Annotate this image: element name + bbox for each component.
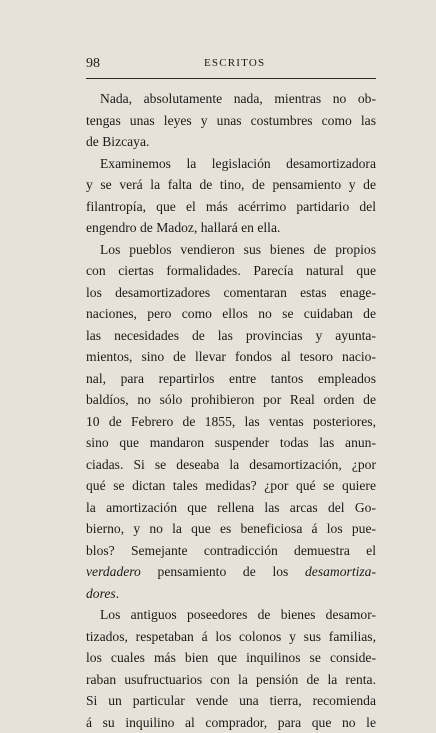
text-segment: bierno, y no la que es beneficiosa á los pue- xyxy=(86,521,376,536)
text-line xyxy=(86,131,376,153)
text-line xyxy=(86,604,376,626)
text-segment: tizados, respetaban á los colonos y sus familias, xyxy=(86,629,376,644)
text-line xyxy=(86,153,376,175)
italic-text: desamortiza- xyxy=(305,564,376,579)
header-rule xyxy=(86,78,376,79)
page-number: 98 xyxy=(86,56,100,72)
text-segment: Los antiguos poseedores de bienes desamor- xyxy=(100,607,376,622)
text-line xyxy=(86,712,376,733)
text-segment: engendro de Madoz, hallará en ella. xyxy=(86,220,280,235)
text-line xyxy=(86,110,376,132)
text-line xyxy=(86,561,376,583)
text-line xyxy=(86,217,376,239)
text-segment: qué se dictan tales medidas? ¿por qué se quiere xyxy=(86,478,376,493)
text-line xyxy=(86,282,376,304)
text-segment: Los pueblos vendieron sus bienes de propios xyxy=(100,242,376,257)
text-line xyxy=(86,88,376,110)
text-line xyxy=(86,260,376,282)
italic-text: dores xyxy=(86,586,116,601)
text-segment: los cuales más bien que inquilinos se conside- xyxy=(86,650,376,665)
text-line xyxy=(86,389,376,411)
text-segment: á su inquilino al comprador, para que no le xyxy=(86,715,376,730)
text-segment: ciadas. Si se deseaba la desamortización, ¿por xyxy=(86,457,376,472)
text-segment: la amortización que rellena las arcas del Go- xyxy=(86,500,376,515)
text-segment: y se verá la falta de tino, de pensamiento y de xyxy=(86,177,376,192)
text-segment: Nada, absolutamente nada, mientras no ob- xyxy=(100,91,376,106)
text-segment: pensamiento de los xyxy=(141,564,305,579)
text-line xyxy=(86,432,376,454)
text-line xyxy=(86,647,376,669)
text-line xyxy=(86,669,376,691)
text-segment: raban usufructuarios con la pensión de la renta. xyxy=(86,672,376,687)
body-text xyxy=(86,88,376,733)
text-line xyxy=(86,454,376,476)
text-segment: Examinemos la legislación desamortizadora xyxy=(100,156,376,171)
text-line xyxy=(86,174,376,196)
text-segment: nal, para repartirlos entre tantos empleados xyxy=(86,371,376,386)
text-line xyxy=(86,239,376,261)
text-line xyxy=(86,346,376,368)
text-segment: 10 de Febrero de 1855, las ventas posteriores, xyxy=(86,414,376,429)
text-line xyxy=(86,411,376,433)
text-segment: . xyxy=(116,586,119,601)
text-line xyxy=(86,690,376,712)
italic-text: verdadero xyxy=(86,564,141,579)
text-segment: las necesidades de las provincias y ayunta- xyxy=(86,328,376,343)
text-segment: blos? Semejante contradicción demuestra el xyxy=(86,543,376,558)
text-line xyxy=(86,368,376,390)
text-line xyxy=(86,497,376,519)
text-segment: los desamortizadores comentaran estas enage- xyxy=(86,285,376,300)
text-segment: naciones, pero como ellos no se cuidaban de xyxy=(86,306,376,321)
page-header xyxy=(86,56,374,74)
text-line xyxy=(86,583,376,605)
text-segment: mientos, sino de llevar fondos al tesoro nacio- xyxy=(86,349,376,364)
text-line xyxy=(86,540,376,562)
text-line xyxy=(86,325,376,347)
text-segment: Si un particular vende una tierra, recomienda xyxy=(86,693,376,708)
text-line xyxy=(86,626,376,648)
text-segment: baldíos, no sólo prohibieron por Real orden de xyxy=(86,392,376,407)
running-title: ESCRITOS xyxy=(204,57,265,69)
text-segment: filantropía, que el más acérrimo partidario del xyxy=(86,199,376,214)
text-line xyxy=(86,303,376,325)
text-segment: sino que mandaron suspender todas las anun- xyxy=(86,435,376,450)
text-segment: de Bizcaya. xyxy=(86,134,149,149)
text-segment: tengas unas leyes y unas costumbres como las xyxy=(86,113,376,128)
text-line xyxy=(86,475,376,497)
text-segment: con ciertas formalidades. Parecía natural que xyxy=(86,263,376,278)
text-line xyxy=(86,518,376,540)
text-line xyxy=(86,196,376,218)
